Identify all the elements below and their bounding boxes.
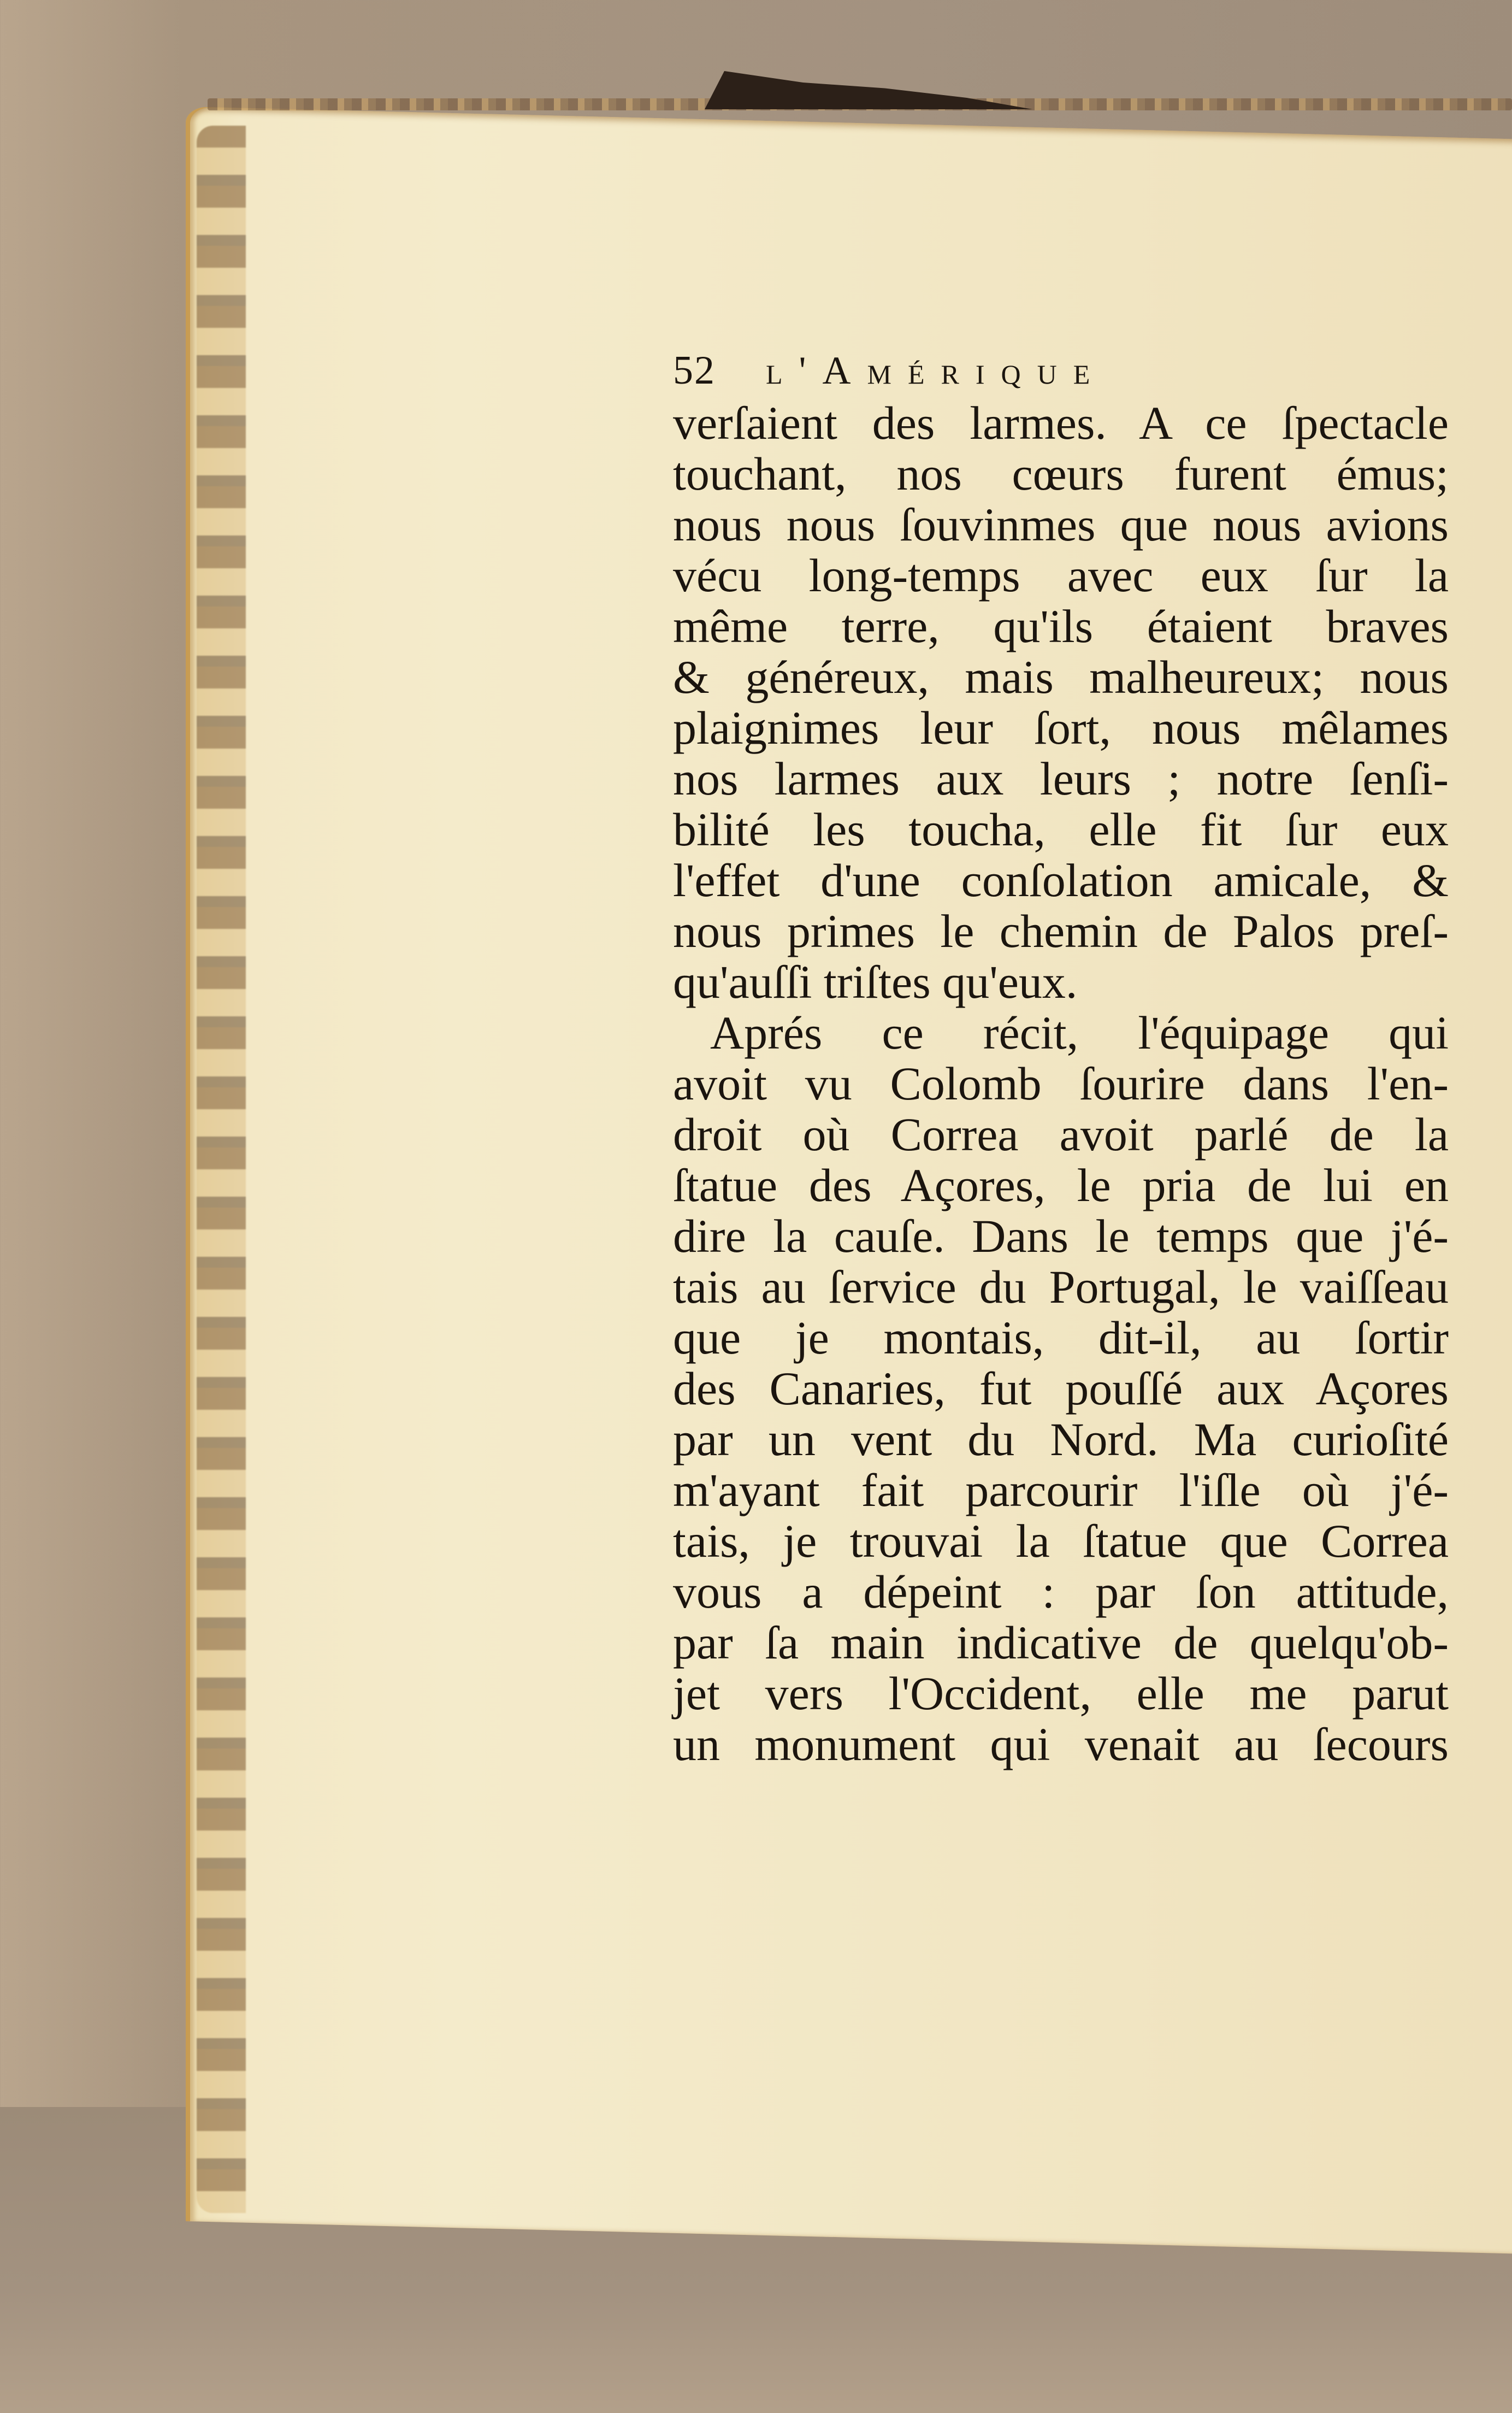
text-line: droit où Correa avoit parlé de la <box>673 1108 1449 1161</box>
paragraph-start-line: Aprés ce récit, l'équipage qui <box>710 1007 1449 1059</box>
page-left-edge <box>197 126 246 2213</box>
text-line: vous a dépeint : par ſon attitude, <box>673 1565 1449 1618</box>
text-line: m'ayant fait parcourir l'iſle où j'é- <box>673 1464 1449 1516</box>
text-line: & généreux, mais malheureux; nous <box>673 651 1449 703</box>
text-line: verſaient des larmes. A ce ſpectacle <box>673 397 1449 449</box>
text-line: touchant, nos cœurs furent émus; <box>673 448 1449 500</box>
text-line: par ſa main indicative de quelqu'ob- <box>673 1616 1449 1669</box>
page-tear-damage <box>705 71 1032 109</box>
text-line: qu'auſſi triſtes qu'eux. <box>673 956 1078 1008</box>
text-line: vécu long-temps avec eux ſur la <box>673 549 1449 602</box>
page-number: 52 <box>673 348 716 393</box>
text-line: nous nous ſouvinmes que nous avions <box>673 498 1449 551</box>
text-line: jet vers l'Occident, elle me parut <box>673 1667 1449 1720</box>
running-title: l'Amérique <box>766 349 1107 392</box>
text-line: un monument qui venait au ſecours <box>673 1718 1449 1770</box>
running-header <box>673 348 1449 398</box>
text-line: nos larmes aux leurs ; notre ſenſi- <box>673 752 1449 805</box>
body-text <box>673 398 1449 1770</box>
text-line: nous primes le chemin de Palos preſ- <box>673 905 1449 957</box>
text-line: par un vent du Nord. Ma curioſité <box>673 1413 1449 1466</box>
text-line: bilité les toucha, elle fit ſur eux <box>673 803 1449 856</box>
text-line: tais, je trouvai la ſtatue que Correa <box>673 1515 1449 1567</box>
text-line: des Canaries, fut pouſſé aux Açores <box>673 1362 1449 1415</box>
page-content <box>673 348 1449 1770</box>
text-line: dire la cauſe. Dans le temps que j'é- <box>673 1210 1449 1262</box>
text-line: plaignimes leur ſort, nous mêlames <box>673 702 1449 754</box>
text-line: avoit vu Colomb ſourire dans l'en- <box>673 1057 1449 1110</box>
text-line: même terre, qu'ils étaient braves <box>673 600 1449 652</box>
text-line: ſtatue des Açores, le pria de lui en <box>673 1159 1449 1211</box>
text-line: l'effet d'une conſolation amicale, & <box>673 854 1449 907</box>
text-line: que je montais, dit-il, au ſortir <box>673 1311 1449 1364</box>
text-line: tais au ſervice du Portugal, le vaiſſeau <box>673 1261 1449 1313</box>
